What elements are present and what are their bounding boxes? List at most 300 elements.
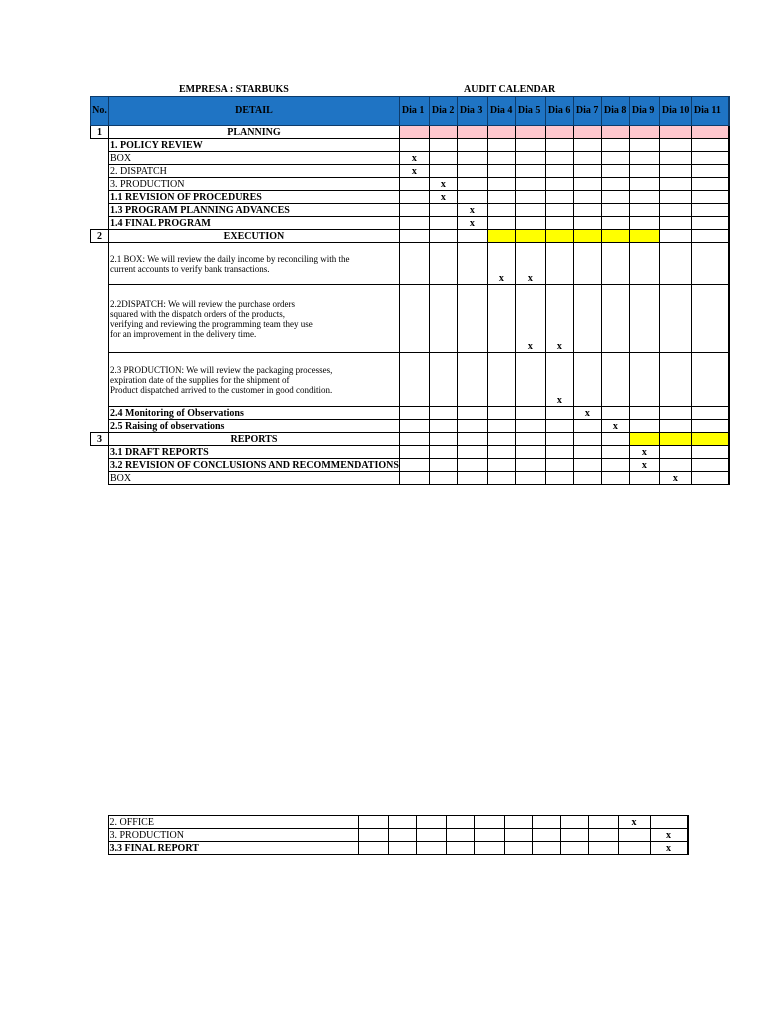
table-row	[90, 829, 688, 842]
table-row	[91, 139, 730, 152]
day-cell	[399, 191, 429, 204]
day-cell	[691, 126, 728, 139]
trailing-cell	[728, 433, 729, 446]
day-cell	[545, 204, 573, 217]
day-cell	[601, 217, 629, 230]
day-cell	[545, 243, 573, 285]
day-cell	[474, 816, 504, 829]
trailing-cell	[728, 191, 729, 204]
day-mark: x	[650, 829, 687, 842]
day-cell	[629, 243, 659, 285]
table-row	[91, 178, 730, 191]
day-cell	[487, 285, 515, 353]
row-number: 1	[91, 126, 109, 139]
day-cell	[399, 178, 429, 191]
row-detail: 2.3 PRODUCTION: We will review the packaging processes, expiration date of the supplies for the shipment of Product dispatched arrived to the customer in good condition.	[109, 353, 400, 407]
day-cell	[515, 191, 545, 204]
day-cell	[659, 353, 691, 407]
day-cell	[545, 420, 573, 433]
day-cell	[399, 407, 429, 420]
row-number-blank	[91, 446, 109, 459]
day-cell	[429, 204, 457, 217]
day-cell	[515, 204, 545, 217]
trailing-cell	[728, 217, 729, 230]
day-cell	[457, 243, 487, 285]
table-row	[91, 217, 730, 230]
day-cell	[399, 243, 429, 285]
row-detail: 2.5 Raising of observations	[109, 420, 400, 433]
day-cell	[659, 126, 691, 139]
day-cell	[659, 152, 691, 165]
day-mark: x	[399, 165, 429, 178]
day-mark: x	[629, 446, 659, 459]
day-cell	[691, 459, 728, 472]
day-cell	[429, 433, 457, 446]
table-row	[91, 472, 730, 485]
day-cell	[515, 459, 545, 472]
day-cell	[659, 459, 691, 472]
day-cell	[601, 178, 629, 191]
day-cell	[573, 433, 601, 446]
table-row	[91, 353, 730, 407]
trailing-cell	[728, 243, 729, 285]
day-cell	[573, 446, 601, 459]
day-cell	[691, 243, 728, 285]
row-detail: REPORTS	[109, 433, 400, 446]
day-cell	[629, 433, 659, 446]
calendar-title: AUDIT CALENDAR	[464, 84, 556, 95]
day-cell	[446, 829, 474, 842]
row-number-blank	[90, 842, 108, 855]
day-cell	[457, 407, 487, 420]
day-cell	[487, 139, 515, 152]
row-detail: 2. DISPATCH	[109, 165, 400, 178]
row-number-blank	[91, 217, 109, 230]
day-cell	[573, 126, 601, 139]
column-header-blank	[728, 97, 729, 126]
day-cell	[429, 459, 457, 472]
day-cell	[429, 230, 457, 243]
day-cell	[601, 433, 629, 446]
day-cell	[545, 230, 573, 243]
table-row	[91, 152, 730, 165]
column-header-day: Dia 8	[601, 97, 629, 126]
day-cell	[457, 152, 487, 165]
day-cell	[532, 842, 560, 855]
trailing-cell	[728, 165, 729, 178]
day-cell	[629, 472, 659, 485]
row-number-blank	[91, 459, 109, 472]
day-cell	[388, 816, 416, 829]
day-cell	[358, 829, 388, 842]
day-cell	[429, 353, 457, 407]
day-cell	[691, 230, 728, 243]
day-cell	[358, 816, 388, 829]
day-cell	[504, 829, 532, 842]
day-cell	[545, 472, 573, 485]
row-number: 2	[91, 230, 109, 243]
day-cell	[573, 472, 601, 485]
day-cell	[457, 126, 487, 139]
row-detail: PLANNING	[109, 126, 400, 139]
day-mark: x	[515, 243, 545, 285]
day-cell	[573, 230, 601, 243]
day-cell	[457, 178, 487, 191]
row-number-blank	[91, 353, 109, 407]
day-cell	[545, 126, 573, 139]
day-cell	[691, 204, 728, 217]
day-cell	[601, 407, 629, 420]
audit-calendar-table	[90, 96, 730, 485]
day-cell	[399, 217, 429, 230]
day-cell	[601, 230, 629, 243]
row-detail: BOX	[109, 152, 400, 165]
day-cell	[545, 433, 573, 446]
day-cell	[659, 243, 691, 285]
column-header-day: Dia 9	[629, 97, 659, 126]
day-cell	[629, 230, 659, 243]
day-cell	[429, 217, 457, 230]
day-cell	[691, 446, 728, 459]
day-mark: x	[429, 191, 457, 204]
row-detail: 3.1 DRAFT REPORTS	[109, 446, 400, 459]
row-detail: 3.3 FINAL REPORT	[108, 842, 358, 855]
day-cell	[588, 816, 618, 829]
day-cell	[429, 446, 457, 459]
day-mark: x	[618, 816, 650, 829]
day-cell	[629, 204, 659, 217]
column-header-day: Dia 4	[487, 97, 515, 126]
day-cell	[416, 829, 446, 842]
company-name: EMPRESA : STARBUKS	[179, 84, 289, 95]
day-cell	[601, 353, 629, 407]
day-cell	[515, 407, 545, 420]
row-number-blank	[90, 829, 108, 842]
day-cell	[691, 152, 728, 165]
day-cell	[416, 842, 446, 855]
row-number-blank	[91, 472, 109, 485]
row-detail: 1. POLICY REVIEW	[109, 139, 400, 152]
row-detail: 1.4 FINAL PROGRAM	[109, 217, 400, 230]
day-cell	[515, 152, 545, 165]
day-cell	[650, 816, 687, 829]
day-cell	[399, 420, 429, 433]
day-cell	[573, 353, 601, 407]
day-cell	[659, 433, 691, 446]
trailing-cell	[728, 472, 729, 485]
day-cell	[429, 285, 457, 353]
day-cell	[545, 178, 573, 191]
day-cell	[399, 446, 429, 459]
day-cell	[399, 204, 429, 217]
day-cell	[588, 842, 618, 855]
day-mark: x	[487, 243, 515, 285]
day-cell	[691, 178, 728, 191]
day-cell	[457, 139, 487, 152]
day-cell	[629, 126, 659, 139]
day-cell	[532, 816, 560, 829]
day-cell	[659, 420, 691, 433]
day-cell	[457, 472, 487, 485]
day-cell	[545, 446, 573, 459]
day-cell	[457, 230, 487, 243]
day-cell	[457, 446, 487, 459]
day-cell	[545, 139, 573, 152]
trailing-cell	[728, 285, 729, 353]
day-cell	[545, 165, 573, 178]
table-row	[91, 420, 730, 433]
day-mark: x	[457, 217, 487, 230]
section-row	[91, 433, 730, 446]
row-number: 3	[91, 433, 109, 446]
row-number-blank	[91, 139, 109, 152]
day-cell	[487, 152, 515, 165]
trailing-cell	[687, 816, 688, 829]
column-header-no: No.	[91, 97, 109, 126]
day-cell	[629, 191, 659, 204]
day-cell	[399, 353, 429, 407]
day-cell	[487, 191, 515, 204]
day-cell	[659, 204, 691, 217]
day-cell	[601, 243, 629, 285]
day-cell	[515, 353, 545, 407]
day-cell	[429, 152, 457, 165]
table-row	[91, 204, 730, 217]
day-cell	[429, 243, 457, 285]
day-cell	[487, 353, 515, 407]
day-cell	[560, 842, 588, 855]
row-detail: 2.2DISPATCH: We will review the purchase orders squared with the dispatch orders of the products, verifying and reviewing the programming team they use for an improvement in the delivery time.	[109, 285, 400, 353]
day-cell	[515, 178, 545, 191]
trailing-cell	[728, 204, 729, 217]
day-cell	[487, 433, 515, 446]
day-cell	[691, 217, 728, 230]
row-number-blank	[91, 152, 109, 165]
trailing-cell	[728, 126, 729, 139]
day-mark: x	[573, 407, 601, 420]
day-cell	[515, 126, 545, 139]
day-cell	[487, 178, 515, 191]
day-cell	[399, 139, 429, 152]
day-cell	[659, 139, 691, 152]
day-cell	[601, 191, 629, 204]
day-cell	[691, 420, 728, 433]
day-mark: x	[457, 204, 487, 217]
day-cell	[515, 217, 545, 230]
day-cell	[691, 407, 728, 420]
day-mark: x	[650, 842, 687, 855]
day-mark: x	[545, 353, 573, 407]
day-cell	[487, 459, 515, 472]
row-detail: 3. PRODUCTION	[108, 829, 358, 842]
day-mark: x	[429, 178, 457, 191]
day-cell	[588, 829, 618, 842]
day-cell	[659, 285, 691, 353]
day-cell	[629, 178, 659, 191]
day-cell	[515, 165, 545, 178]
day-cell	[487, 217, 515, 230]
day-cell	[601, 285, 629, 353]
day-cell	[545, 191, 573, 204]
trailing-cell	[728, 230, 729, 243]
day-cell	[601, 126, 629, 139]
day-cell	[487, 407, 515, 420]
day-cell	[457, 165, 487, 178]
day-cell	[446, 842, 474, 855]
day-cell	[457, 191, 487, 204]
day-cell	[399, 472, 429, 485]
row-number-blank	[91, 165, 109, 178]
day-cell	[560, 829, 588, 842]
audit-calendar-continuation-table	[90, 815, 689, 855]
day-cell	[515, 420, 545, 433]
section-row	[91, 126, 730, 139]
day-cell	[629, 353, 659, 407]
day-cell	[629, 285, 659, 353]
day-mark: x	[545, 285, 573, 353]
column-header-day: Dia 10	[659, 97, 691, 126]
day-cell	[399, 285, 429, 353]
day-cell	[601, 165, 629, 178]
day-cell	[457, 420, 487, 433]
day-cell	[399, 459, 429, 472]
day-cell	[691, 353, 728, 407]
day-cell	[504, 842, 532, 855]
day-cell	[446, 816, 474, 829]
day-cell	[545, 152, 573, 165]
day-cell	[457, 459, 487, 472]
day-mark: x	[601, 420, 629, 433]
day-cell	[388, 829, 416, 842]
day-cell	[629, 165, 659, 178]
day-cell	[573, 459, 601, 472]
day-cell	[601, 204, 629, 217]
day-cell	[429, 165, 457, 178]
day-cell	[659, 446, 691, 459]
row-number-blank	[91, 407, 109, 420]
day-mark: x	[399, 152, 429, 165]
trailing-cell	[728, 139, 729, 152]
day-cell	[429, 472, 457, 485]
day-cell	[629, 420, 659, 433]
day-cell	[573, 191, 601, 204]
column-header-day: Dia 2	[429, 97, 457, 126]
row-detail: 1.1 REVISION OF PROCEDURES	[109, 191, 400, 204]
day-cell	[573, 204, 601, 217]
row-number-blank	[91, 204, 109, 217]
day-cell	[691, 191, 728, 204]
day-cell	[399, 433, 429, 446]
row-detail: 1.3 PROGRAM PLANNING ADVANCES	[109, 204, 400, 217]
day-cell	[659, 178, 691, 191]
day-cell	[629, 217, 659, 230]
trailing-cell	[728, 178, 729, 191]
day-cell	[487, 420, 515, 433]
trailing-cell	[687, 829, 688, 842]
row-detail: 2.1 BOX: We will review the daily income by reconciling with the current accounts to verify bank transactions.	[109, 243, 400, 285]
day-cell	[659, 165, 691, 178]
column-header-detail: DETAIL	[109, 97, 400, 126]
trailing-cell	[728, 459, 729, 472]
day-cell	[629, 407, 659, 420]
day-cell	[487, 230, 515, 243]
table-row	[91, 243, 730, 285]
day-cell	[629, 139, 659, 152]
day-mark: x	[659, 472, 691, 485]
day-cell	[429, 407, 457, 420]
day-cell	[691, 165, 728, 178]
row-number-blank	[91, 191, 109, 204]
row-detail: BOX	[109, 472, 400, 485]
trailing-cell	[728, 152, 729, 165]
day-cell	[573, 152, 601, 165]
column-header-day: Dia 6	[545, 97, 573, 126]
day-cell	[515, 446, 545, 459]
day-cell	[388, 842, 416, 855]
day-cell	[457, 285, 487, 353]
day-cell	[504, 816, 532, 829]
section-row	[91, 230, 730, 243]
day-cell	[429, 126, 457, 139]
day-cell	[573, 178, 601, 191]
day-cell	[545, 217, 573, 230]
row-detail: 2.4 Monitoring of Observations	[109, 407, 400, 420]
row-number-blank	[91, 420, 109, 433]
trailing-cell	[728, 446, 729, 459]
day-cell	[515, 230, 545, 243]
day-cell	[573, 165, 601, 178]
day-cell	[515, 472, 545, 485]
day-cell	[399, 126, 429, 139]
day-cell	[659, 191, 691, 204]
day-cell	[358, 842, 388, 855]
day-cell	[545, 407, 573, 420]
column-header-day: Dia 3	[457, 97, 487, 126]
day-mark: x	[629, 459, 659, 472]
row-detail: 2. OFFICE	[108, 816, 358, 829]
day-cell	[573, 285, 601, 353]
day-cell	[474, 829, 504, 842]
row-number-blank	[91, 243, 109, 285]
day-cell	[659, 217, 691, 230]
day-cell	[487, 165, 515, 178]
row-detail: EXECUTION	[109, 230, 400, 243]
table-row	[91, 459, 730, 472]
row-number-blank	[90, 816, 108, 829]
table-row	[91, 191, 730, 204]
day-cell	[487, 446, 515, 459]
day-cell	[532, 829, 560, 842]
day-cell	[691, 139, 728, 152]
day-cell	[691, 433, 728, 446]
row-number-blank	[91, 178, 109, 191]
day-cell	[487, 472, 515, 485]
day-cell	[691, 285, 728, 353]
trailing-cell	[728, 353, 729, 407]
row-detail: 3. PRODUCTION	[109, 178, 400, 191]
table-row	[91, 165, 730, 178]
column-header-day: Dia 1	[399, 97, 429, 126]
day-cell	[601, 459, 629, 472]
day-cell	[545, 459, 573, 472]
day-cell	[573, 139, 601, 152]
table-row	[90, 816, 688, 829]
day-cell	[457, 433, 487, 446]
table-row	[90, 842, 688, 855]
day-cell	[573, 243, 601, 285]
day-cell	[573, 420, 601, 433]
day-cell	[560, 816, 588, 829]
